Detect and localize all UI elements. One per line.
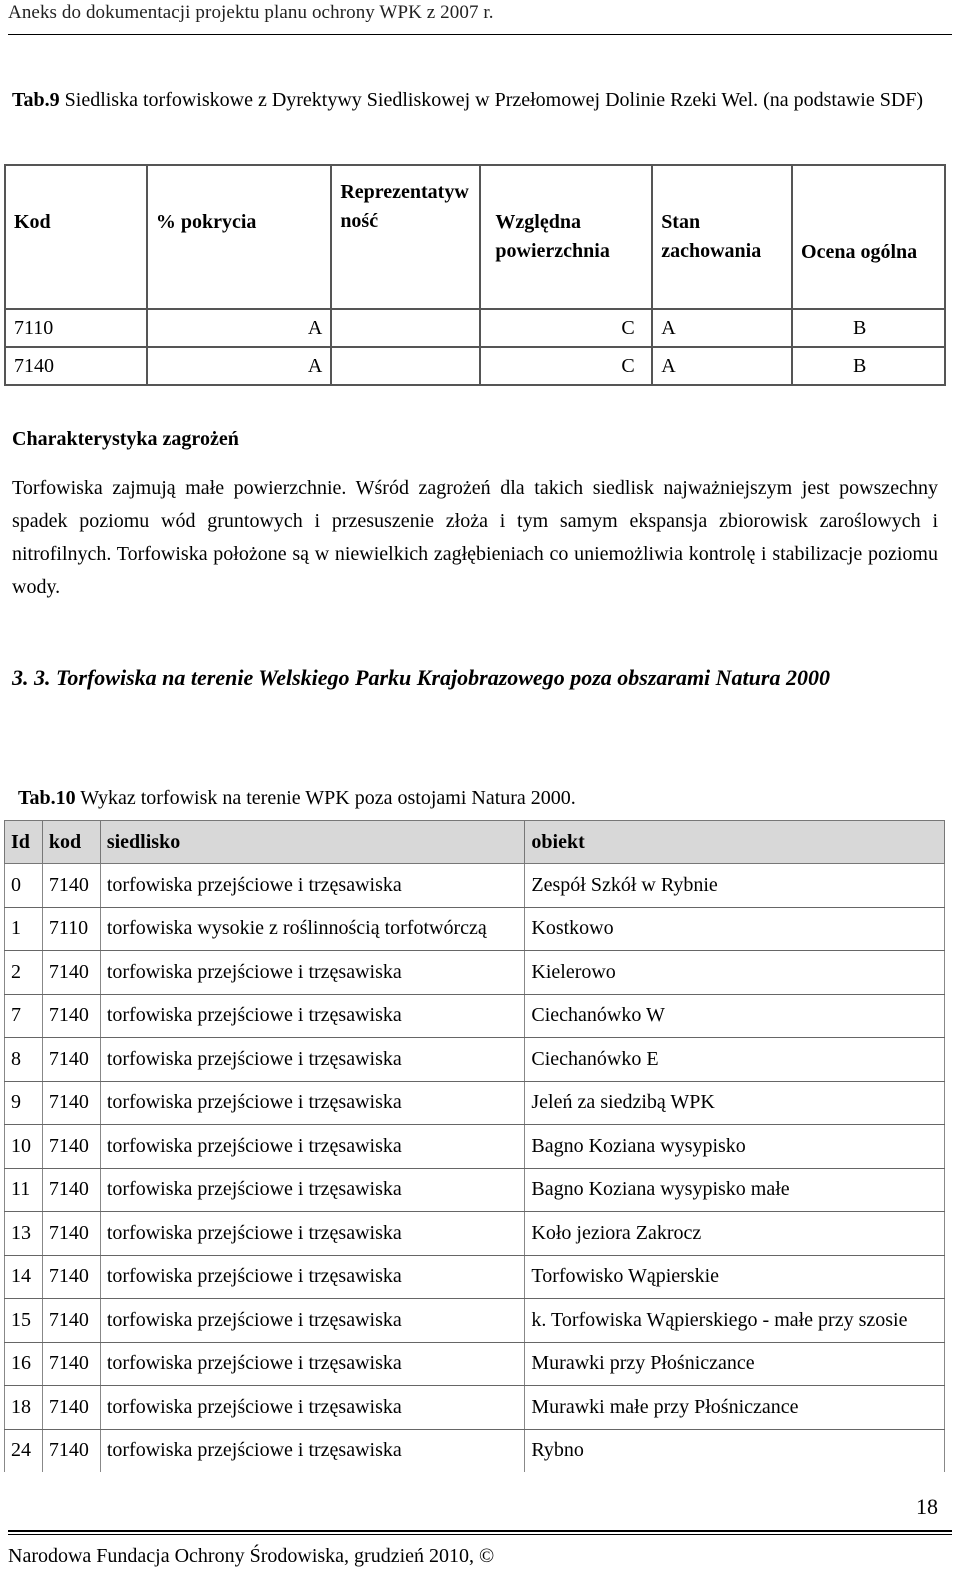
table-cell: torfowiska przejściowe i trzęsawiska: [100, 1386, 525, 1430]
table-row: [5, 1342, 945, 1386]
table2-caption-text: Wykaz torfowisk na terenie WPK poza ostojami Natura 2000.: [75, 787, 576, 809]
table-cell: 15: [5, 1299, 43, 1343]
table-cell: torfowiska przejściowe i trzęsawiska: [100, 1038, 525, 1082]
column-header-id: Id: [5, 821, 43, 864]
document-header: Aneks do dokumentacji projektu planu ochrony WPK z 2007 r.: [8, 2, 494, 23]
table-cell: Murawki przy Płośniczance: [525, 1342, 945, 1386]
column-header-wzgledna-powierzchnia: [480, 165, 652, 309]
table-cell: Murawki małe przy Płośniczance: [525, 1386, 945, 1430]
table-cell: Rybno: [525, 1429, 945, 1472]
table-cell: Koło jeziora Zakrocz: [525, 1212, 945, 1256]
table-cell: torfowiska przejściowe i trzęsawiska: [100, 1255, 525, 1299]
table-row: [5, 994, 945, 1038]
table-cell: 7140: [42, 1038, 100, 1082]
table-cell: A: [147, 347, 331, 385]
column-header-obiekt: obiekt: [525, 821, 945, 864]
table-cell: Ciechanówko W: [525, 994, 945, 1038]
table-cell: 7: [5, 994, 43, 1038]
table-cell: A: [652, 309, 792, 347]
table-cell: torfowiska przejściowe i trzęsawiska: [100, 994, 525, 1038]
table-cell: 18: [5, 1386, 43, 1430]
table-row: [5, 1386, 945, 1430]
table-cell: torfowiska przejściowe i trzęsawiska: [100, 1168, 525, 1212]
table-cell: torfowiska wysokie z roślinnością torfotwórczą: [100, 907, 525, 951]
threats-heading: Charakterystyka zagrożeń: [12, 428, 239, 450]
column-header-label: Reprezentatywność: [340, 181, 469, 232]
column-header-stan-zachowania: [652, 165, 792, 309]
table-row: [5, 1299, 945, 1343]
column-header-siedlisko: siedlisko: [100, 821, 525, 864]
table-cell: 7140: [42, 1212, 100, 1256]
table-cell: 1: [5, 907, 43, 951]
table-cell: 11: [5, 1168, 43, 1212]
table-cell: 7110: [5, 309, 147, 347]
table-cell: 8: [5, 1038, 43, 1082]
table-cell: B: [792, 309, 945, 347]
table-cell: 7140: [42, 1125, 100, 1169]
table-cell: 7140: [5, 347, 147, 385]
table-cell: C: [480, 347, 652, 385]
table2-caption-label: Tab.10: [18, 787, 76, 809]
page-number: 18: [916, 1494, 938, 1519]
column-header-label: Kod: [14, 210, 51, 233]
column-header-pokrycie: [147, 165, 331, 309]
table-cell: [331, 309, 480, 347]
table-cell: 7140: [42, 1168, 100, 1212]
table-cell: 7140: [42, 1255, 100, 1299]
table-row: [5, 309, 945, 347]
table-cell: 14: [5, 1255, 43, 1299]
table-row: [5, 907, 945, 951]
table-cell: torfowiska przejściowe i trzęsawiska: [100, 951, 525, 995]
table-cell: 13: [5, 1212, 43, 1256]
column-header-kod: [5, 165, 147, 309]
table-cell: C: [480, 309, 652, 347]
table-cell: torfowiska przejściowe i trzęsawiska: [100, 1125, 525, 1169]
table-row: [5, 1168, 945, 1212]
column-header-label: % pokrycia: [155, 210, 257, 233]
table-cell: A: [652, 347, 792, 385]
table-cell: 16: [5, 1342, 43, 1386]
footer-text: Narodowa Fundacja Ochrony Środowiska, grudzień 2010, ©: [8, 1545, 495, 1567]
table-cell: 7140: [42, 1342, 100, 1386]
table-cell: Zespół Szkół w Rybnie: [525, 864, 945, 908]
table-cell: torfowiska przejściowe i trzęsawiska: [100, 1429, 525, 1472]
table-row: [5, 1429, 945, 1472]
table-cell: k. Torfowiska Wąpierskiego - małe przy szosie: [525, 1299, 945, 1343]
table-cell: torfowiska przejściowe i trzęsawiska: [100, 1081, 525, 1125]
table2-caption: [18, 787, 576, 810]
table-cell: 7140: [42, 864, 100, 908]
column-header-label: Stan zachowania: [661, 211, 762, 262]
table-cell: 10: [5, 1125, 43, 1169]
peatlands-table: [4, 820, 945, 1472]
column-header-label: Względna powierzchnia: [495, 211, 610, 262]
table-row: [5, 1125, 945, 1169]
table1-caption: [12, 84, 947, 117]
table-cell: Bagno Koziana wysypisko: [525, 1125, 945, 1169]
table-cell: B: [792, 347, 945, 385]
table-cell: Bagno Koziana wysypisko małe: [525, 1168, 945, 1212]
table-cell: Torfowisko Wąpierskie: [525, 1255, 945, 1299]
table-cell: 24: [5, 1429, 43, 1472]
table-row: [5, 1212, 945, 1256]
table-cell: [331, 347, 480, 385]
table-cell: 7140: [42, 1429, 100, 1472]
habitats-table: [4, 164, 946, 386]
table-cell: torfowiska przejściowe i trzęsawiska: [100, 1299, 525, 1343]
table-row: [5, 951, 945, 995]
table-row: [5, 1255, 945, 1299]
column-header-reprezentatywnosc: [331, 165, 480, 309]
column-header-kod: kod: [42, 821, 100, 864]
table-row: [5, 1038, 945, 1082]
table-cell: Jeleń za siedzibą WPK: [525, 1081, 945, 1125]
table-cell: 7140: [42, 1386, 100, 1430]
table-cell: 7110: [42, 907, 100, 951]
table-cell: Ciechanówko E: [525, 1038, 945, 1082]
column-header-ocena-ogolna: [792, 165, 945, 309]
column-header-label: Ocena ogólna: [801, 240, 918, 263]
table-cell: Kostkowo: [525, 907, 945, 951]
section-heading: 3. 3. Torfowiska na terenie Welskiego Parku Krajobrazowego poza obszarami Natura 2000: [12, 665, 830, 690]
table-cell: Kielerowo: [525, 951, 945, 995]
table-cell: 0: [5, 864, 43, 908]
table1-caption-text: Siedliska torfowiskowe z Dyrektywy Siedliskowej w Przełomowej Dolinie Rzeki Wel. (na podstawie SDF): [59, 89, 924, 111]
table-cell: 7140: [42, 1081, 100, 1125]
habitats-table-header: [5, 165, 945, 309]
threats-paragraph: Torfowiska zajmują małe powierzchnie. Wśród zagrożeń dla takich siedlisk najważniejszym jest powszechny spadek poziomu wód gruntowych i przesuszenie złoża i tym samym ekspansja zbiorowisk zaroślowych i nitrofilnych. Torfowiska położone są w niewielkich zagłębieniach co uniemożliwia kontrolę i stabilizacje poziomu wody.: [12, 477, 938, 598]
peatlands-table-header: [5, 821, 945, 864]
table-cell: A: [147, 309, 331, 347]
peatlands-table-body: [5, 864, 945, 1473]
table-cell: 7140: [42, 1299, 100, 1343]
footer-divider: [8, 1530, 952, 1532]
table-cell: 7140: [42, 994, 100, 1038]
table-cell: 7140: [42, 951, 100, 995]
table-cell: torfowiska przejściowe i trzęsawiska: [100, 1212, 525, 1256]
footer-divider-thin: [8, 1534, 952, 1535]
table-cell: torfowiska przejściowe i trzęsawiska: [100, 864, 525, 908]
table-cell: 2: [5, 951, 43, 995]
table-row: [5, 1081, 945, 1125]
table1-caption-label: Tab.9: [12, 89, 60, 111]
table-cell: torfowiska przejściowe i trzęsawiska: [100, 1342, 525, 1386]
table-row: [5, 864, 945, 908]
header-divider: [8, 34, 952, 35]
table-cell: 9: [5, 1081, 43, 1125]
table-row: [5, 347, 945, 385]
